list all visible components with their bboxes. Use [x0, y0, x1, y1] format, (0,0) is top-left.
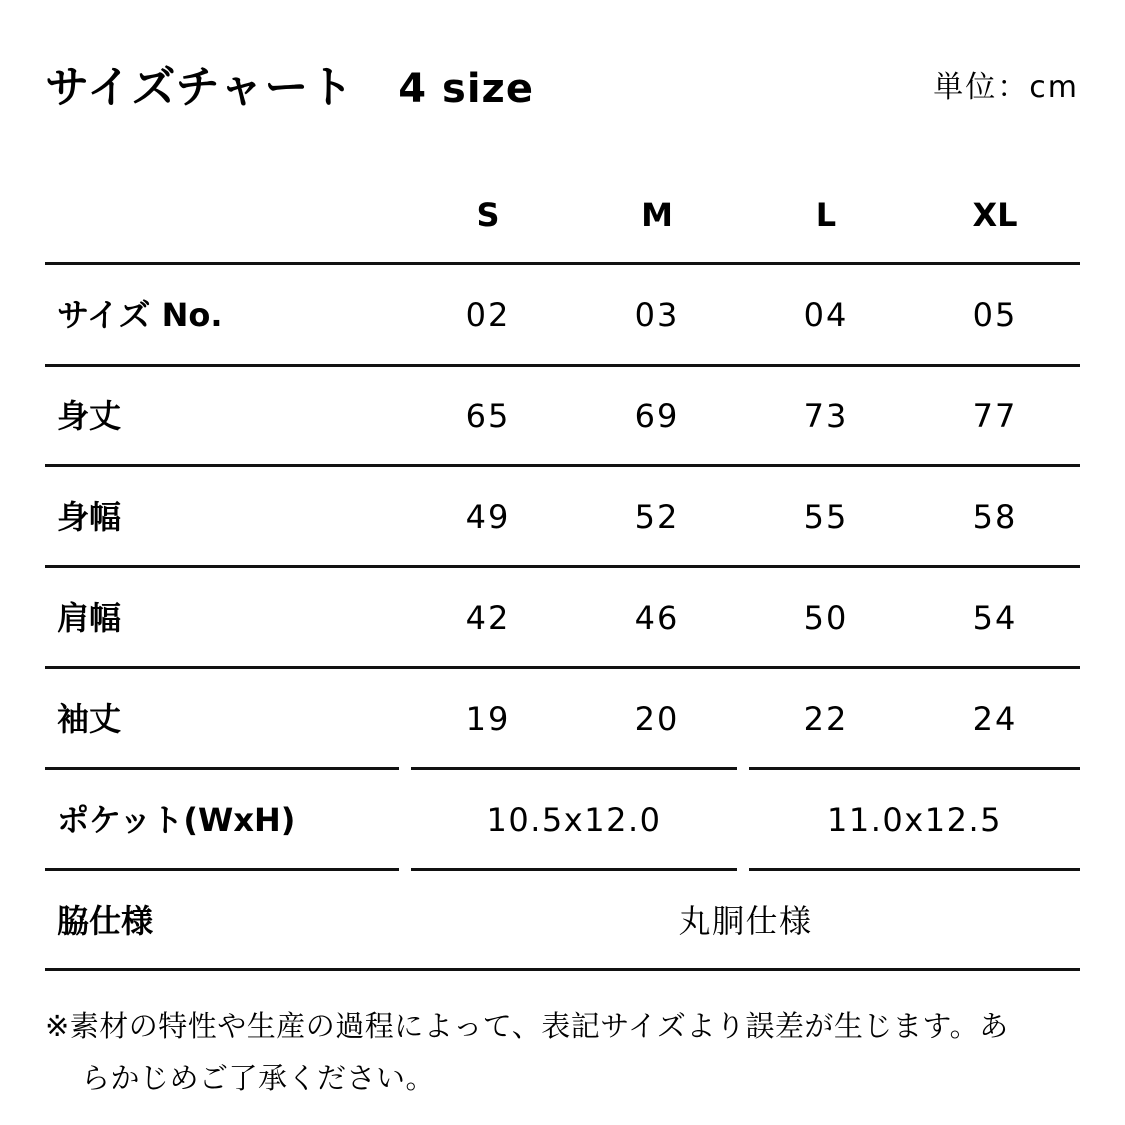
- table-row-size-no: [45, 266, 1080, 364]
- table-row-shoulder-width: [45, 569, 1080, 667]
- row-label: 袖丈: [57, 700, 122, 738]
- table-cell: 69: [634, 397, 680, 435]
- table-divider: [45, 565, 1080, 568]
- table-divider: [45, 968, 1080, 971]
- pocket-size-l-xl: 11.0x12.5: [827, 801, 1002, 839]
- page-title: [45, 58, 534, 119]
- column-header-xl: XL: [972, 196, 1018, 234]
- note-line-2: らかじめご了承ください。: [81, 1061, 436, 1095]
- table-row-side-spec: [45, 872, 1080, 970]
- column-header-l: L: [815, 196, 837, 234]
- table-cell: 24: [972, 700, 1018, 738]
- table-cell: 02: [465, 296, 511, 334]
- table-cell: 04: [803, 296, 849, 334]
- row-label: 身幅: [57, 498, 122, 536]
- table-cell: 49: [465, 498, 511, 536]
- column-header-s: S: [476, 196, 500, 234]
- table-divider-segment: [45, 868, 399, 871]
- table-cell: 50: [803, 599, 849, 637]
- column-header-m: M: [641, 196, 673, 234]
- row-label: 脇仕様: [57, 902, 154, 940]
- table-row-body-width: [45, 468, 1080, 566]
- table-cell: 03: [634, 296, 680, 334]
- row-label: ポケット(WxH): [57, 801, 296, 839]
- row-label: サイズ No.: [57, 296, 223, 334]
- disclaimer-note: [45, 1000, 1085, 1104]
- table-cell: 52: [634, 498, 680, 536]
- table-cell: 46: [634, 599, 680, 637]
- table-row-body-length: [45, 367, 1080, 465]
- table-cell: 20: [634, 700, 680, 738]
- table-cell: 42: [465, 599, 511, 637]
- row-label: 肩幅: [57, 599, 122, 637]
- table-row-sleeve-length: [45, 670, 1080, 768]
- table-divider: [45, 666, 1080, 669]
- title-main: サイズチャート: [45, 62, 355, 113]
- note-line-1: ※素材の特性や生産の過程によって、表記サイズより誤差が生じます。あ: [45, 1009, 1009, 1043]
- row-label: 身丈: [57, 397, 122, 435]
- side-spec-value: 丸胴仕様: [678, 902, 813, 940]
- table-row-pocket: [45, 771, 1080, 869]
- table-divider-segment: [749, 767, 1080, 770]
- table-cell: 19: [465, 700, 511, 738]
- size-count: 4 size: [398, 66, 534, 112]
- table-divider-segment: [411, 767, 737, 770]
- table-divider: [45, 464, 1080, 467]
- table-cell: 77: [972, 397, 1018, 435]
- table-cell: 54: [972, 599, 1018, 637]
- table-cell: 58: [972, 498, 1018, 536]
- table-divider-segment: [45, 767, 399, 770]
- unit-label: 単位：cm: [933, 70, 1079, 105]
- table-cell: 05: [972, 296, 1018, 334]
- table-cell: 55: [803, 498, 849, 536]
- table-cell: 73: [803, 397, 849, 435]
- table-cell: 65: [465, 397, 511, 435]
- table-divider: [45, 262, 1080, 265]
- table-cell: 22: [803, 700, 849, 738]
- pocket-size-s-m: 10.5x12.0: [486, 801, 662, 839]
- table-divider-segment: [749, 868, 1080, 871]
- table-divider-segment: [411, 868, 737, 871]
